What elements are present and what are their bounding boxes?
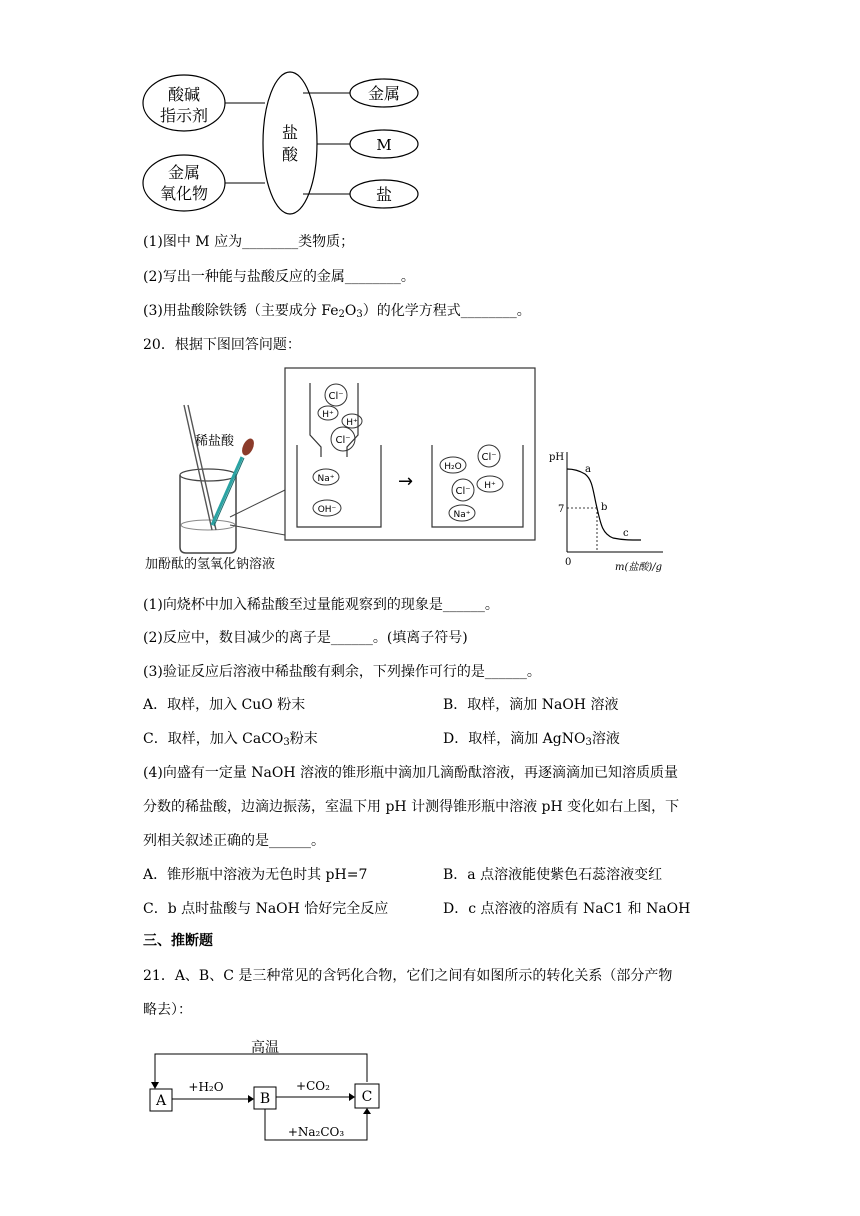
svg-text:Cl⁻: Cl⁻ [455,486,471,497]
chart-point-b: b [601,502,608,513]
node-b: B [259,1091,271,1107]
q20-part2: (2)反应中，数目减少的离子是______。(填离子符号) [143,630,468,646]
section-heading: 三、推断题 [143,933,213,949]
q21-line2: 略去）： [143,1002,192,1018]
q20-4-option-b: B．a 点溶液能使紫色石蕊溶液变红 [443,867,663,883]
q19-part3: (3)用盐酸除铁锈（主要成分 $Fe_2O_3$）的化学方程式________。 [143,303,531,320]
q21-line1: 21．A、B、C 是三种常见的含钙化合物，它们之间有如图所示的转化关系（部分产物 [143,968,673,984]
beaker-caption: 加酚酞的氢氧化钠溶液 [145,557,276,572]
q20-4-option-d: D．c 点溶液的溶质有 NaC1 和 NaOH [443,901,691,917]
dropper-label: 稀盐酸 [195,434,235,449]
svg-text:Na⁺: Na⁺ [317,474,335,484]
node-indicator-l2: 指示剂 [159,106,209,125]
label-plus-co2: +CO₂ [296,1079,330,1093]
node-salt: 盐 [375,185,393,204]
svg-text:H⁺: H⁺ [322,410,334,420]
q20-3-option-d: D．取样，滴加 AgNO$_3$溶液 [443,731,620,748]
chart-xlabel: m(盐酸)/g [615,562,663,573]
reaction-arrow: → [398,471,414,492]
svg-text:Cl⁻: Cl⁻ [328,391,344,402]
node-m: M [376,136,392,154]
node-oxide-l2: 氧化物 [159,184,209,203]
chart-ylabel: pH [549,452,565,463]
beaker-dropper-figure [140,365,540,575]
node-c: C [361,1089,373,1105]
label-high-temp: 高温 [251,1040,279,1056]
q20-part4-line3: 列相关叙述正确的是______。 [143,833,325,849]
node-indicator-l1: 酸碱 [167,85,201,104]
q20-3-option-a: A．取样，加入 CuO 粉末 [143,697,306,713]
acid-properties-diagram [140,70,440,220]
chart-origin: 0 [565,557,572,568]
q21-flow-diagram [140,1030,400,1150]
label-plus-na2co3: +Na₂CO₃ [287,1125,345,1139]
q20-part4-line1: (4)向盛有一定量 NaOH 溶液的锥形瓶中滴加几滴酚酞溶液，再逐滴滴加已知溶质质量 [143,765,679,781]
node-oxide-l1: 金属 [167,163,201,182]
q20-part1: (1)向烧杯中加入稀盐酸至过量能观察到的现象是______。 [143,597,499,613]
q20-title: 20．根据下图回答问题： [143,337,301,353]
ph-chart [545,442,675,574]
node-acid-l2: 酸 [281,145,299,164]
svg-text:Cl⁻: Cl⁻ [335,435,351,446]
node-acid-l1: 盐 [281,123,299,142]
chart-y7: 7 [558,504,565,515]
svg-text:H₂O: H₂O [444,462,462,472]
q20-part3: (3)验证反应后溶液中稀盐酸有剩余，下列操作可行的是______。 [143,664,541,680]
q20-4-option-a: A．锥形瓶中溶液为无色时其 pH=7 [143,867,368,883]
q20-part4-line2: 分数的稀盐酸，边滴边振荡，室温下用 pH 计测得锥形瓶中溶液 pH 变化如右上图，下 [143,799,680,815]
node-metal: 金属 [367,84,401,103]
q20-4-option-c: C．b 点时盐酸与 NaOH 恰好完全反应 [143,901,389,917]
chart-point-c: c [623,528,629,539]
svg-text:Cl⁻: Cl⁻ [481,452,497,463]
q19-part1: (1)图中 M 应为________类物质； [143,234,355,250]
q20-3-option-c: C．取样，加入 CaCO$_3$粉末 [143,731,318,748]
label-plus-water: +H₂O [188,1080,224,1094]
svg-text:H⁺: H⁺ [484,481,496,491]
chart-point-a: a [585,464,591,475]
svg-text:OH⁻: OH⁻ [317,505,337,515]
q20-3-option-b: B．取样，滴加 NaOH 溶液 [443,697,619,713]
q19-part2: (2)写出一种能与盐酸反应的金属________。 [143,269,415,285]
node-a: A [155,1093,167,1109]
svg-text:Na⁺: Na⁺ [453,510,471,520]
svg-text:H⁺: H⁺ [346,418,358,428]
